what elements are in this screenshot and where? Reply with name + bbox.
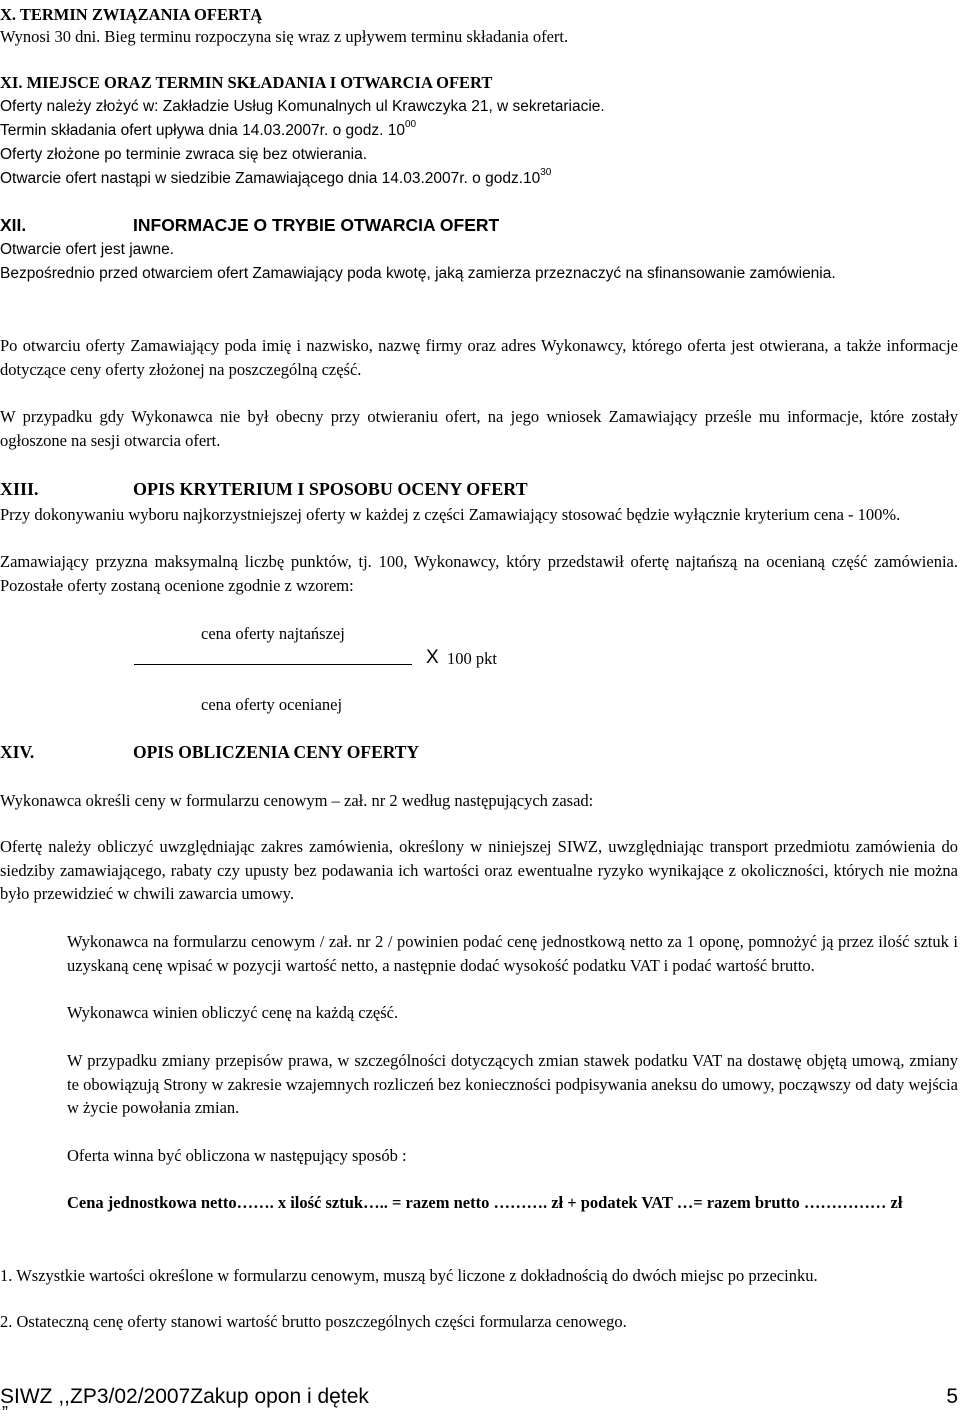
section-xi-line4-sup: 30 xyxy=(540,167,552,178)
section-xii-para3: W przypadku gdy Wykonawca nie był obecny przy otwieraniu ofert, na jego wniosek Zamawiający prześle mu informacje, które zostały ogłoszone na sesji otwarcia ofert. xyxy=(0,407,958,450)
section-xii-line1: Otwarcie ofert jest jawne. xyxy=(0,241,175,258)
section-xiv-title: OPIS OBLICZENIA CENY OFERTY xyxy=(133,742,420,762)
section-xiii-num: XIII. xyxy=(0,479,39,499)
section-xii-para1: Bezpośrednio przed otwarciem ofert Zamawiający poda kwotę, jaką zamierza przeznaczyć na sfinansowanie zamówienia. xyxy=(0,265,836,282)
section-xiv-note2: 2. Ostateczną cenę oferty stanowi wartość brutto poszczególnych części formularza cenowego. xyxy=(0,1312,627,1331)
section-x-text: Wynosi 30 dni. Bieg terminu rozpoczyna się wraz z upływem terminu składania ofert. xyxy=(0,27,569,46)
section-xi-line4-text: Otwarcie ofert nastąpi w siedzibie Zamawiającego dnia 14.03.2007r. o godz.10 xyxy=(0,170,541,187)
formula-fraction-line xyxy=(134,664,412,665)
section-xii-num: XII. xyxy=(0,215,27,235)
section-xi-heading: XI. MIEJSCE ORAZ TERMIN SKŁADANIA I OTWARCIA OFERT xyxy=(0,73,493,92)
section-xi-line3: Oferty złożone po terminie zwraca się bez otwierania. xyxy=(0,146,367,163)
formula-points: 100 pkt xyxy=(447,649,497,668)
section-xiv-num: XIV. xyxy=(0,742,35,762)
formula-denominator: cena oferty ocenianej xyxy=(201,695,343,714)
section-xi-line1: Oferty należy złożyć w: Zakładzie Usług Komunalnych ul Krawczyka 21, w sekretariacie. xyxy=(0,98,605,115)
footer-page-number: 5 xyxy=(946,1385,958,1408)
section-xiii-para2: Zamawiający przyzna maksymalną liczbę punktów, tj. 100, Wykonawcy, który przedstawił ofertę najtańszą na ocenianą część zamówienia. Pozostałe oferty zostaną ocenione zgodnie z wzorem: xyxy=(0,552,958,595)
formula-multiply: X xyxy=(426,647,439,668)
section-xiv-indent1b: Wykonawca winien obliczyć cenę na każdą część. xyxy=(67,1003,399,1022)
section-xii-title: INFORMACJE O TRYBIE OTWARCIA OFERT xyxy=(133,215,500,235)
section-xiv-price-formula: Cena jednostkowa netto……. x ilość sztuk….. = razem netto ………. zł + podatek VAT …= razem brutto …………… zł xyxy=(67,1193,903,1212)
section-xii-para2: Po otwarciu oferty Zamawiający poda imię i nazwisko, nazwę firmy oraz adres Wykonawcy, którego oferta jest otwierana, a także informacje dotyczące ceny oferty złożonej na poszczególną część. xyxy=(0,336,958,379)
page-footer xyxy=(0,1383,958,1423)
section-xiv-indent3: Oferta winna być obliczona w następujący sposób : xyxy=(67,1146,407,1165)
section-xiv-note1: 1. Wszystkie wartości określone w formularzu cenowym, muszą być liczone z dokładnością do dwóch miejsc po przecinku. xyxy=(0,1266,818,1285)
section-xiii-title: OPIS KRYTERIUM I SPOSOBU OCENY OFERT xyxy=(133,479,528,499)
section-xi-line2-sup: 00 xyxy=(404,119,417,130)
section-xi-line2-text: Termin składania ofert upływa dnia 14.03.2007r. o godz. 10 xyxy=(0,122,405,139)
section-xi-line4 xyxy=(0,167,958,191)
footer-doc-id: SIWZ ,,ZP3/02/2007Zakup opon i dętek xyxy=(0,1385,369,1408)
section-xiv-para1: Ofertę należy obliczyć uwzględniając zakres zamówienia, określony w niniejszej SIWZ, uwzględniając transport przedmiotu zamówienia do siedziby zamawiającego, rabaty czy upusty bez podawania ich wartości oraz ewentualne ryzyko wynikające z okoliczności, których nie można było przewidzieć w chwili zawarcia umowy. xyxy=(0,837,958,903)
section-xi-line2 xyxy=(0,119,958,143)
section-xiv-indent1: Wykonawca na formularzu cenowym / zał. nr 2 / powinien podać cenę jednostkową netto za 1 oponę, pomnożyć ją przez ilość sztuk i uzyskaną cenę wpisać w pozycji wartość netto, a następnie dodać wysokość podatku VAT i podać wartość brutto. xyxy=(67,932,958,975)
formula-numerator: cena oferty najtańszej xyxy=(201,624,345,643)
section-x-heading: X. TERMIN ZWIĄZANIA OFERTĄ xyxy=(0,5,263,24)
section-xiii-para1: Przy dokonywaniu wyboru najkorzystniejszej oferty w każdej z części Zamawiający stosować będzie wyłącznie kryterium cena - 100%. xyxy=(0,505,901,524)
section-xiv-indent2: W przypadku zmiany przepisów prawa, w szczególności dotyczących zmian stawek podatku VAT na dostawę objętą umową, zmiany te obowiązują Strony w zakresie wzajemnych rozliczeń bez konieczności podpisywania aneksu do umowy, począwszy od daty wejścia w życie powołania zmian. xyxy=(67,1051,958,1117)
footer-quote-mark: ” xyxy=(2,1403,8,1423)
section-xiv-intro: Wykonawca określi ceny w formularzu cenowym – zał. nr 2 według następujących zasad: xyxy=(0,791,594,810)
